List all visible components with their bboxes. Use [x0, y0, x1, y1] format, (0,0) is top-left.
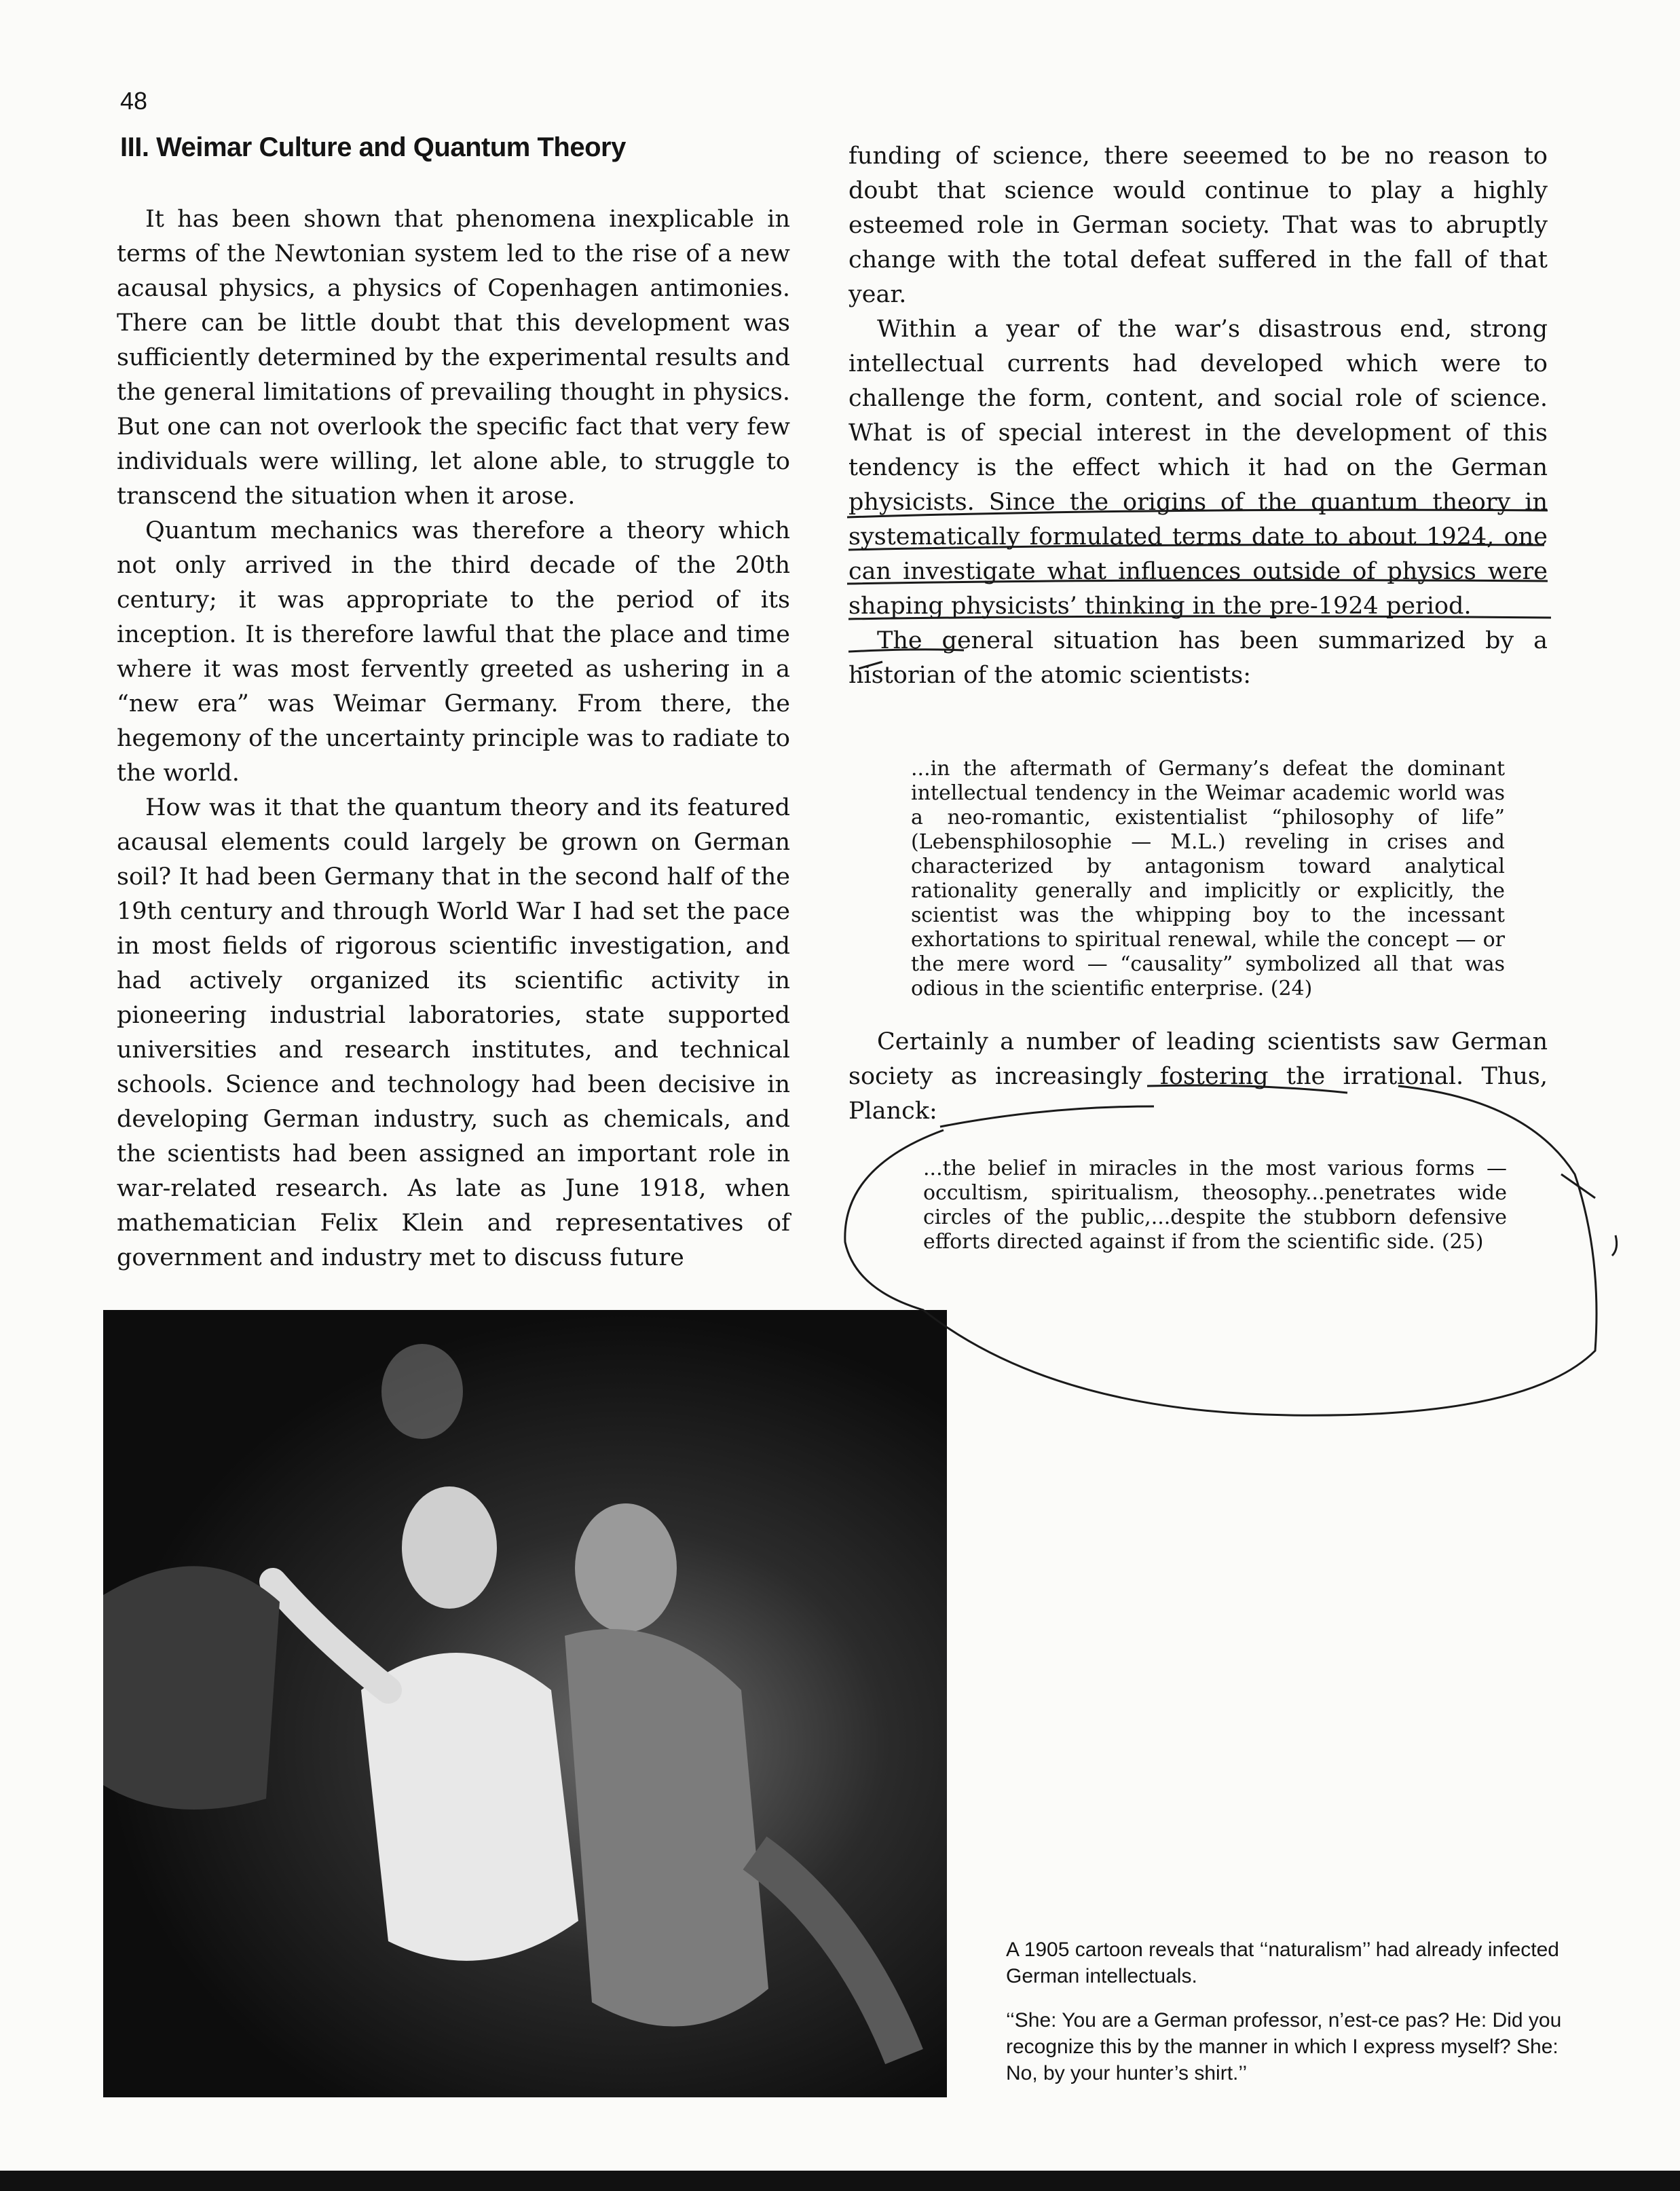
block-quote-25: ...the belief in miracles in the most various forms — occultism, spiritualism, theosophy...penetrates wide circles of the public,...despite the stubborn defensive efforts directed against if from the scientific side. (25): [923, 1157, 1507, 1254]
left-column: [117, 202, 790, 1275]
paragraph: The general situation has been summarized by a historian of the atomic scientists:: [848, 627, 1548, 689]
photo-caption: [1006, 1936, 1590, 2104]
paragraph: It has been shown that phenomena inexplicable in terms of the Newtonian system led to the rise of a new acausal physics, a physics of Copenhagen antimonies. There can be little doubt that this development was sufficiently determined by the experimental results and the general limitations of prevailing thought in physics. But one can not overlook the specific fact that very few individuals were willing, let alone able, to struggle to transcend the situation when it arose.: [117, 206, 790, 510]
paragraph: Quantum mechanics was therefore a theory which not only arrived in the third decade of the 20th century; it was appropriate to the period of its inception. It is therefore lawful that the place and time where it was most fervently greeted as ushering in a “new era” was Weimar Germany. From there, the hegemony of the uncertainty principle was to radiate to the world.: [117, 517, 790, 787]
block-quote-24: ...in the aftermath of Germany’s defeat the dominant intellectual tendency in the Weimar academic world was a neo-romantic, existentialist “philosophy of life” (Lebensphilosophie — M.L.) reveling in crises and characterized by antagonism toward analytical rationality generally and implicitly or explicitly, the scientist was the whipping boy to the incessant exhortations to spiritual renewal, while the concept — or the mere word — “causality” symbolized all that was odious in the scientific enterprise. (24): [911, 757, 1505, 1000]
cartoon-figures-graphic: [103, 1310, 947, 2097]
page-number: 48: [120, 87, 148, 115]
caption-line: A 1905 cartoon reveals that ‘‘naturalism’’ had already infected German intellectuals.: [1006, 1939, 1559, 1987]
paragraph: Within a year of the war’s disastrous end, strong intellectual currents had developed which were to challenge the form, content, and social role of science. What is of special interest in the development of this tendency is the effect which it had on the German physicists. Since the origins of the quantum theory in systematically formulated terms date to about 1924, one can investigate what influences outside of physics were shaping physicists’ thinking in the pre-1924 period.: [848, 316, 1548, 620]
right-column: [848, 139, 1548, 693]
right-column-continued: [848, 1025, 1548, 1129]
paragraph: funding of science, there seeemed to be no reason to doubt that science would continue to play a highly esteemed role in German society. That was to abruptly change with the total defeat suffered in the fall of that year.: [848, 143, 1548, 308]
paragraph: How was it that the quantum theory and its featured acausal elements could largely be grown on German soil? It had been Germany that in the second half of the 19th century and through World War I had set the pace in most fields of rigorous scientific investigation, and had actively organized its scientific activity in pioneering industrial laboratories, state supported universities and research institutes, and technical schools. Science and technology had been decisive in developing German industry, such as chemicals, and the scientists had been assigned an important role in war-related research. As late as June 1918, when mathematician Felix Klein and representatives of government and industry met to discuss future: [117, 794, 790, 1271]
paragraph: Certainly a number of leading scientists saw German society as increasingly fostering the irrational. Thus, Planck:: [848, 1028, 1548, 1125]
caption-dialogue: ‘‘She: You are a German professor, n’est-ce pas? He: Did you recognize this by the manner in which I express myself? She: No, by your hunter’s shirt.’’: [1006, 2009, 1562, 2084]
cartoon-illustration: [103, 1310, 947, 2097]
scan-edge-bar: [0, 2171, 1680, 2191]
section-heading: III. Weimar Culture and Quantum Theory: [120, 132, 626, 162]
